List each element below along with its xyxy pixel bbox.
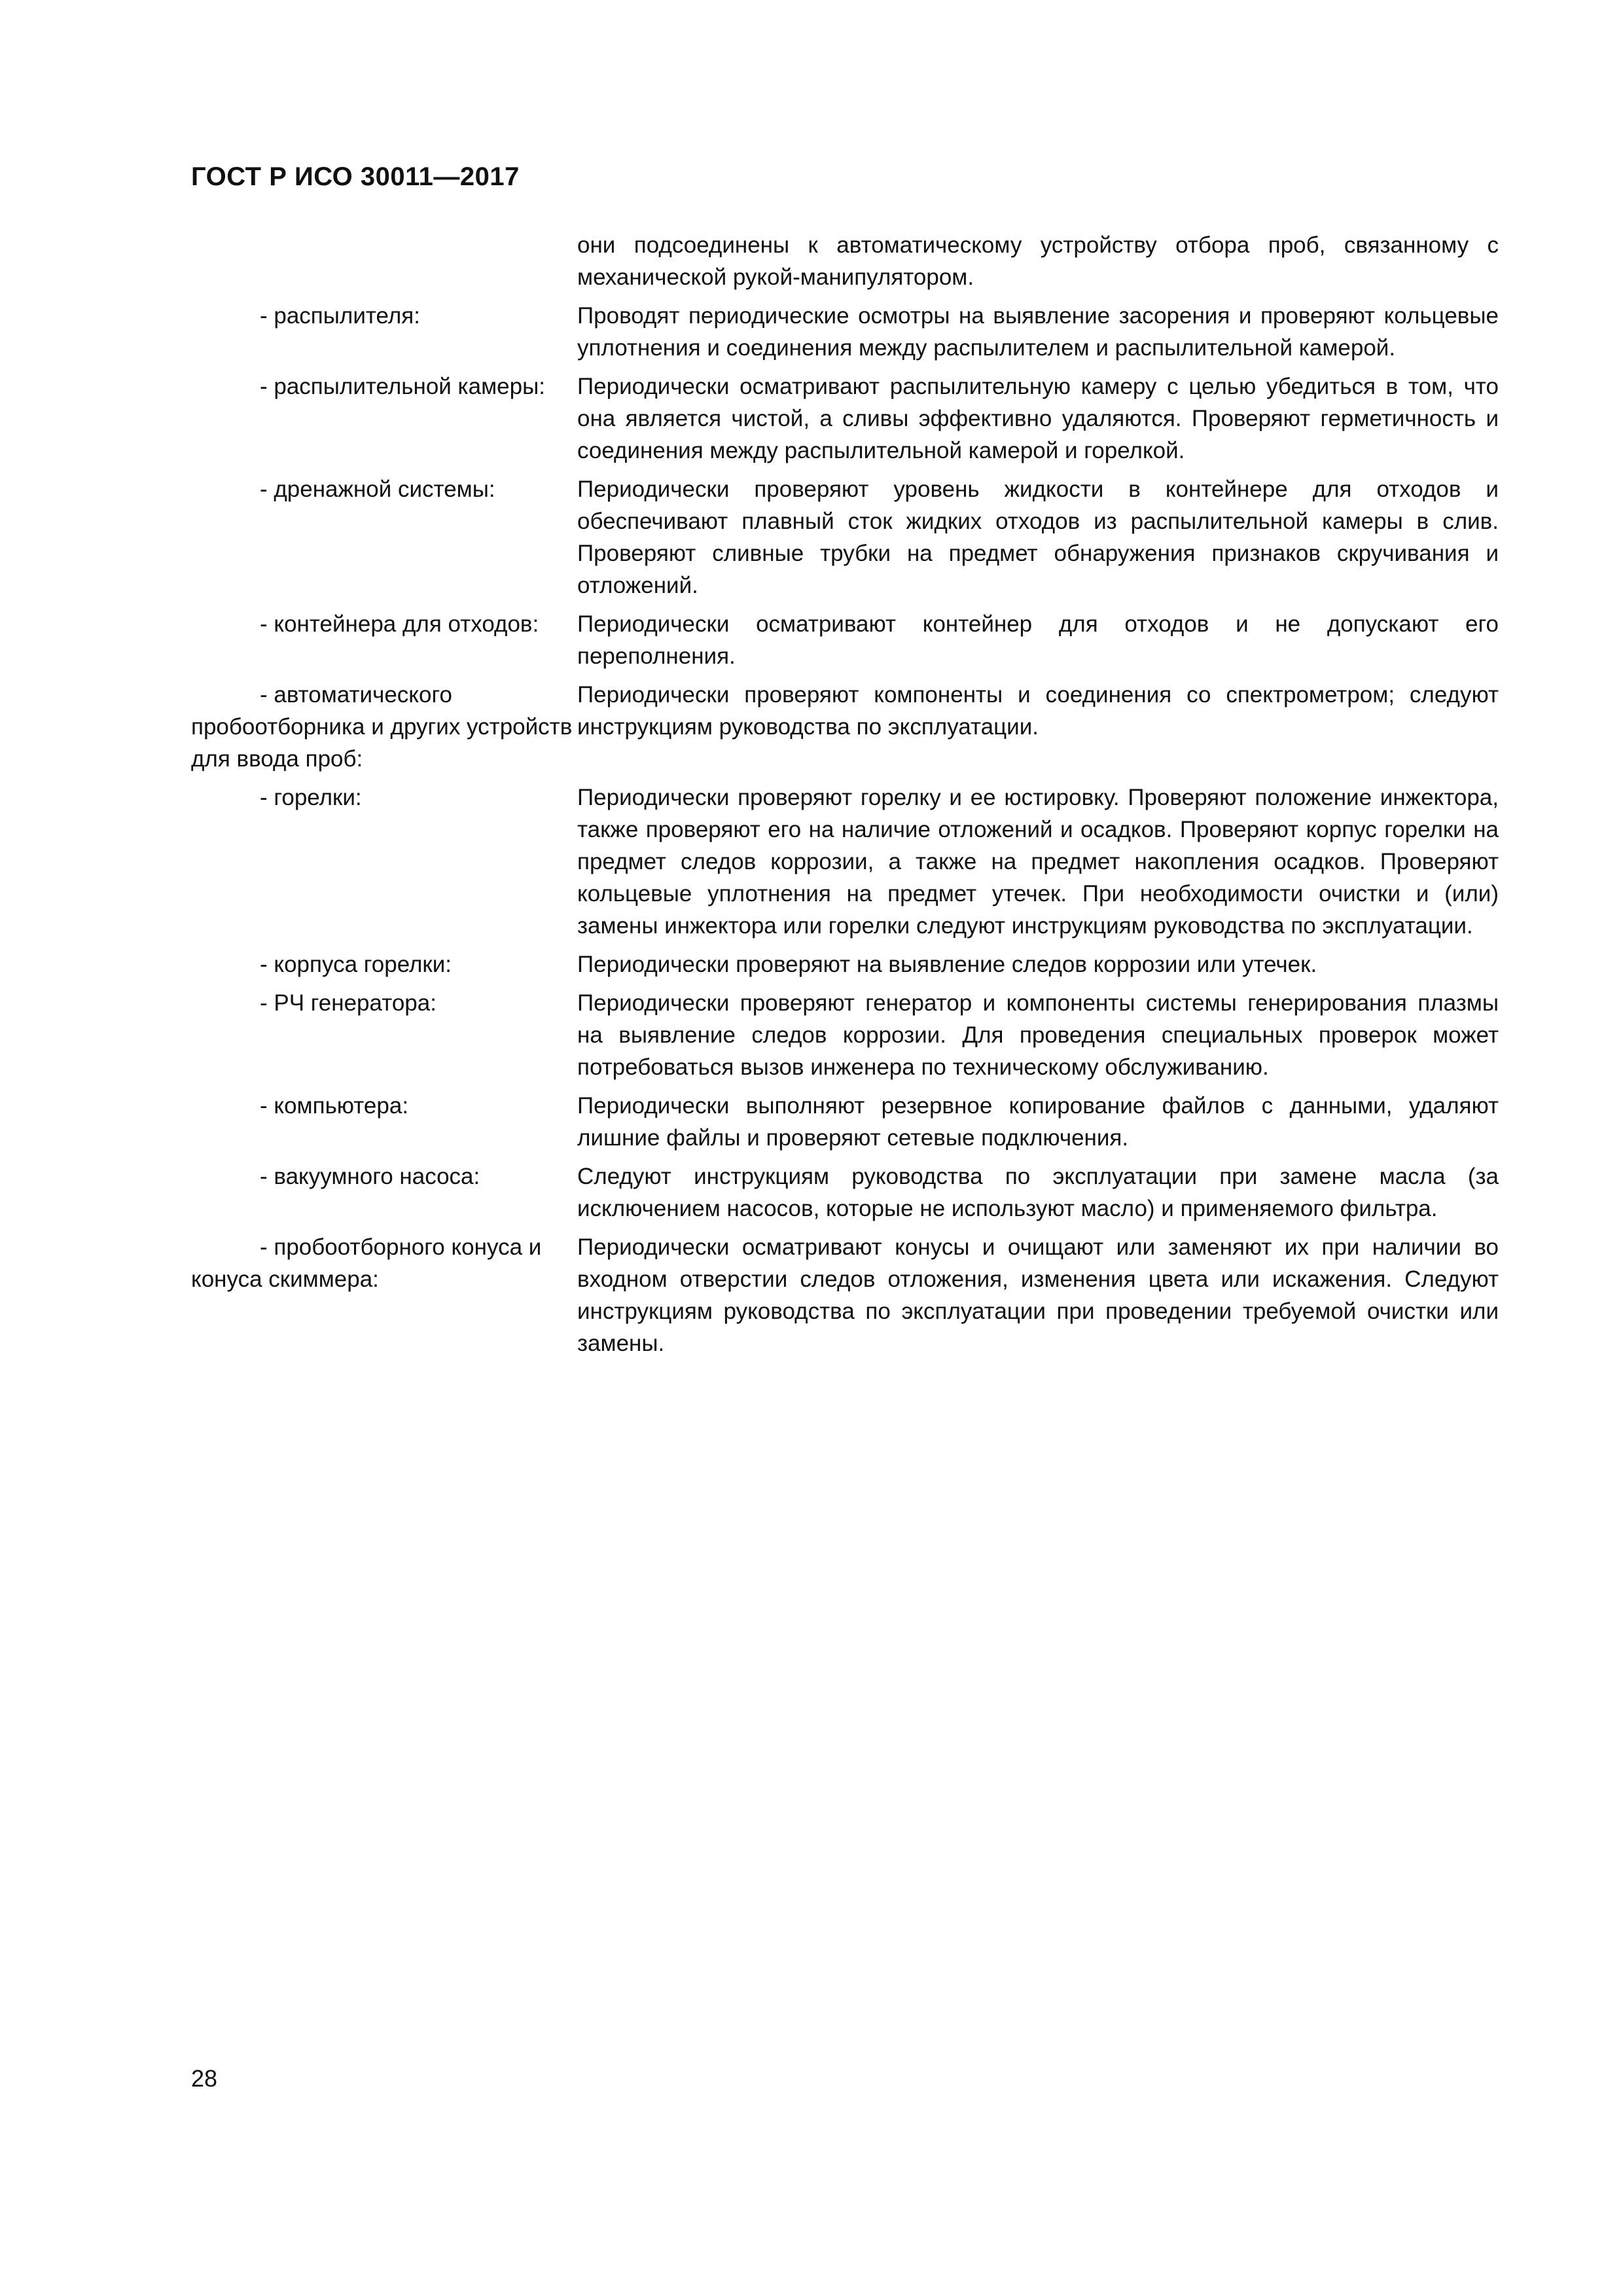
item-term: - дренажной системы: xyxy=(260,476,495,502)
list-item xyxy=(191,370,1499,467)
item-description: Периодически выполняют резервное копирование файлов с данными, удаляют лишние файлы и проверяют сетевые подключения. xyxy=(577,1093,1499,1151)
list-item-continuation xyxy=(191,229,1499,293)
item-description: Периодически осматривают контейнер для отходов и не допускают его переполнения. xyxy=(577,611,1499,669)
item-term: - распылительной камеры: xyxy=(260,374,545,399)
item-term: - горелки: xyxy=(260,785,362,810)
page-number: 28 xyxy=(191,2065,218,2092)
item-description: Периодически проверяют компоненты и соединения со спектрометром; следуют инструкциям руководства по эксплуатации. xyxy=(577,682,1499,740)
item-term: - распылителя: xyxy=(260,303,420,329)
item-description: Проводят периодические осмотры на выявление засорения и проверяют кольцевые уплотнения и соединения между распылителем и распылительной камерой. xyxy=(577,303,1499,361)
item-term: - пробоотборного конуса и конуса скиммера: xyxy=(191,1234,548,1292)
page-title: ГОСТ Р ИСО 30011—2017 xyxy=(191,162,520,191)
item-term: - автоматического пробоотборника и других устройств для ввода проб: xyxy=(191,682,579,772)
item-description: Периодически осматривают распылительную камеру с целью убедиться в том, что она является чистой, а сливы эффективно удаляются. Проверяют герметичность и соединения между распылительной камерой и горелкой. xyxy=(577,374,1499,463)
item-term: - вакуумного насоса: xyxy=(260,1164,480,1189)
item-term: - компьютера: xyxy=(260,1093,409,1119)
list-item xyxy=(191,1090,1499,1154)
maintenance-list xyxy=(191,229,1499,1366)
item-description: они подсоединены к автоматическому устройству отбора проб, связанному с механической рукой-манипулятором. xyxy=(577,232,1499,290)
item-description: Периодически проверяют уровень жидкости в контейнере для отходов и обеспечивают плавный сток жидких отходов из распылительной камеры в слив. Проверяют сливные трубки на предмет обнаружения признаков скручивания и отложений. xyxy=(577,476,1499,598)
list-item xyxy=(191,948,1499,980)
item-term: - контейнера для отходов: xyxy=(260,611,539,637)
list-item xyxy=(191,608,1499,672)
list-item xyxy=(191,781,1499,942)
item-term: - корпуса горелки: xyxy=(260,952,452,977)
item-description: Периодически проверяют горелку и ее юстировку. Проверяют положение инжектора, также проверяют его на наличие отложений и осадков. Проверяют корпус горелки на предмет следов коррозии, а также на предмет накопления осадков. Проверяют кольцевые уплотнения на предмет утечек. При необходимости очистки и (или) замены инжектора или горелки следуют инструкциям руководства по эксплуатации. xyxy=(577,785,1499,939)
item-description: Периодически проверяют генератор и компоненты системы генерирования плазмы на выявление следов коррозии. Для проведения специальных проверок может потребоваться вызов инженера по техническому обслуживанию. xyxy=(577,990,1499,1080)
list-item xyxy=(191,300,1499,364)
list-item xyxy=(191,1231,1499,1359)
list-item xyxy=(191,679,1499,775)
item-description: Периодически проверяют на выявление следов коррозии или утечек. xyxy=(577,952,1317,977)
list-item xyxy=(191,473,1499,601)
list-item xyxy=(191,987,1499,1083)
list-item xyxy=(191,1160,1499,1225)
item-description: Периодически осматривают конусы и очищают или заменяют их при наличии во входном отверстии следов отложения, изменения цвета или искажения. Следуют инструкциям руководства по эксплуатации при проведении требуемой очистки или замены. xyxy=(577,1234,1499,1356)
item-description: Следуют инструкциям руководства по эксплуатации при замене масла (за исключением насосов, которые не используют масло) и применяемого фильтра. xyxy=(577,1164,1499,1221)
item-term: - РЧ генератора: xyxy=(260,990,437,1016)
